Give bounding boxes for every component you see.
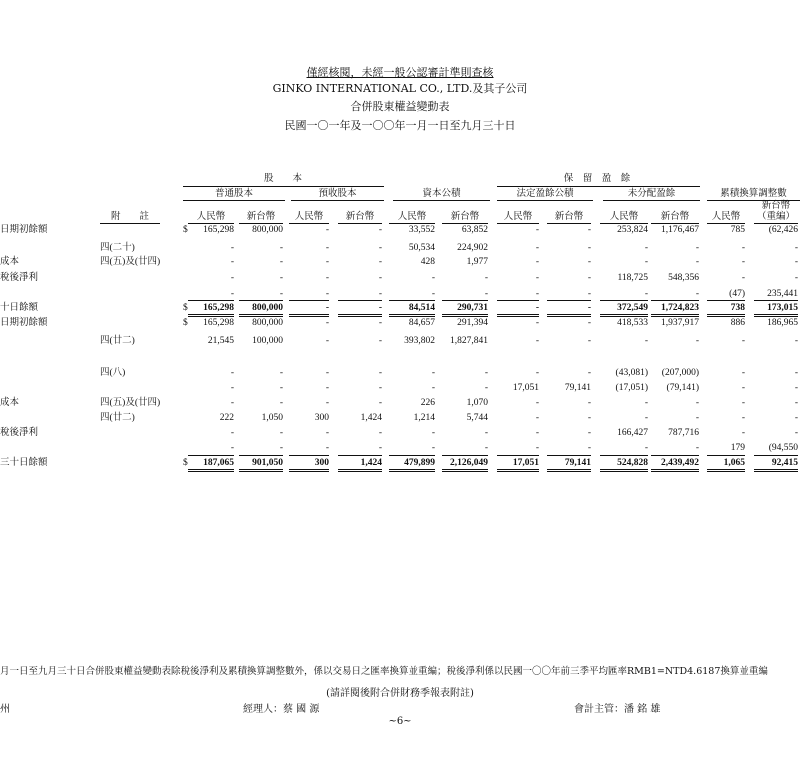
value-cell: 738	[730, 303, 745, 313]
value-cell: -	[644, 413, 648, 423]
total-double-rule	[239, 469, 283, 472]
value-cell: 548,356	[668, 273, 699, 283]
subgroup-rule	[183, 200, 285, 201]
value-cell: -	[484, 289, 488, 299]
value-cell: -	[279, 383, 283, 393]
row-note: 四(二十)	[100, 243, 135, 253]
value-cell: -	[484, 273, 488, 283]
value-cell: 165,298	[203, 225, 234, 235]
value-cell: -	[587, 336, 591, 346]
value-cell: -	[378, 243, 382, 253]
value-cell: -	[794, 243, 798, 253]
value-cell: -	[279, 398, 283, 408]
value-cell: 79,141	[564, 458, 591, 468]
statement-title: 合併股東權益變動表	[350, 100, 450, 113]
value-cell: -	[741, 257, 745, 267]
total-double-rule	[651, 469, 699, 472]
row-label: 成本	[0, 398, 20, 408]
total-double-rule	[289, 469, 329, 472]
value-cell: -	[695, 443, 699, 453]
dollar-sign: $	[183, 225, 188, 235]
value-cell: -	[279, 428, 283, 438]
value-cell: 5,744	[466, 413, 488, 423]
value-cell: -	[644, 398, 648, 408]
value-cell: (47)	[729, 289, 745, 299]
value-cell: -	[794, 368, 798, 378]
value-cell: -	[741, 428, 745, 438]
subtotal-rule	[389, 300, 435, 301]
value-cell: 800,000	[252, 303, 283, 313]
value-cell: -	[378, 398, 382, 408]
value-cell: -	[230, 289, 234, 299]
subtotal-rule	[497, 455, 539, 456]
subtotal-rule	[547, 300, 591, 301]
subtotal-rule	[289, 300, 329, 301]
value-cell: 524,828	[617, 458, 648, 468]
value-cell: -	[484, 443, 488, 453]
value-cell: -	[587, 398, 591, 408]
subgroup-rule	[497, 200, 593, 201]
value-cell: -	[741, 398, 745, 408]
value-cell: 79,141	[564, 383, 591, 393]
value-cell: -	[535, 303, 539, 313]
value-cell: 1,214	[413, 413, 435, 423]
value-cell: -	[230, 398, 234, 408]
value-cell: 84,657	[408, 318, 435, 328]
value-cell: -	[378, 428, 382, 438]
value-cell: -	[378, 383, 382, 393]
total-double-rule	[338, 469, 382, 472]
value-cell: 2,439,492	[661, 458, 699, 468]
total-double-rule	[389, 469, 435, 472]
value-cell: -	[794, 336, 798, 346]
value-cell: 165,298	[203, 318, 234, 328]
group-share-capital: 股 本	[263, 174, 302, 184]
value-cell: -	[695, 289, 699, 299]
value-cell: -	[695, 336, 699, 346]
value-cell: -	[431, 383, 435, 393]
value-cell: -	[695, 257, 699, 267]
value-cell: 1,977	[466, 257, 488, 267]
value-cell: 886	[730, 318, 745, 328]
value-cell: 253,824	[617, 225, 648, 235]
capital-surplus-header: 資本公積	[422, 189, 461, 199]
currency-header-ntd: 新台幣	[345, 212, 375, 222]
subtotal-rule	[442, 300, 488, 301]
dollar-sign: $	[183, 318, 188, 328]
value-cell: 1,724,823	[661, 303, 699, 313]
value-cell: 33,552	[408, 225, 435, 235]
value-cell: 1,937,917	[661, 318, 699, 328]
value-cell: 166,427	[617, 428, 648, 438]
value-cell: -	[325, 303, 329, 313]
value-cell: -	[587, 443, 591, 453]
dollar-sign: $	[183, 458, 188, 468]
value-cell: -	[279, 368, 283, 378]
value-cell: -	[535, 289, 539, 299]
value-cell: -	[535, 368, 539, 378]
value-cell: -	[587, 225, 591, 235]
subtotal-rule	[389, 455, 435, 456]
subtotal-rule	[338, 455, 382, 456]
value-cell: 17,051	[512, 458, 539, 468]
subtotal-rule	[188, 300, 234, 301]
currency-header-ntd: 新台幣	[554, 212, 584, 222]
value-cell: -	[587, 368, 591, 378]
currency-header-rmb: 人民幣	[711, 212, 741, 222]
value-cell: 1,424	[360, 413, 382, 423]
value-cell: -	[325, 225, 329, 235]
value-cell: 291,394	[457, 318, 488, 328]
subtotal-rule	[239, 300, 283, 301]
value-cell: -	[644, 289, 648, 299]
value-cell: -	[794, 413, 798, 423]
value-cell: -	[378, 289, 382, 299]
note-header: 附 註	[110, 212, 149, 222]
value-cell: 173,015	[767, 303, 798, 313]
subtotal-rule	[600, 300, 648, 301]
total-double-rule	[707, 469, 745, 472]
value-cell: (17,051)	[615, 383, 648, 393]
row-note: 四(五)及(廿四)	[100, 257, 161, 267]
value-cell: (43,081)	[615, 368, 648, 378]
value-cell: -	[535, 443, 539, 453]
value-cell: -	[325, 428, 329, 438]
value-cell: 92,415	[771, 458, 798, 468]
value-cell: -	[325, 336, 329, 346]
subgroup-rule	[291, 200, 384, 201]
currency-header-restated: （重編）	[756, 212, 795, 222]
value-cell: 393,802	[404, 336, 435, 346]
value-cell: -	[431, 428, 435, 438]
value-cell: 84,514	[408, 303, 435, 313]
value-cell: -	[741, 273, 745, 283]
value-cell: -	[587, 243, 591, 253]
subtotal-rule	[651, 455, 699, 456]
value-cell: -	[535, 225, 539, 235]
subtotal-rule	[239, 455, 283, 456]
value-cell: -	[325, 443, 329, 453]
review-notice: 僅經核閱，未經一般公認審計準則查核	[306, 66, 494, 79]
dollar-sign: $	[183, 303, 188, 313]
value-cell: -	[378, 225, 382, 235]
currency-header-rmb: 人民幣	[294, 212, 324, 222]
value-cell: -	[695, 243, 699, 253]
total-double-rule	[442, 469, 488, 472]
value-cell: -	[535, 413, 539, 423]
value-cell: -	[794, 257, 798, 267]
group-retained-earnings: 保 留 盈 餘	[563, 174, 631, 184]
value-cell: -	[535, 318, 539, 328]
subtotal-rule	[754, 300, 798, 301]
value-cell: 1,176,467	[661, 225, 699, 235]
value-cell: -	[484, 428, 488, 438]
value-cell: -	[794, 273, 798, 283]
value-cell: -	[535, 273, 539, 283]
currency-header-rmb: 人民幣	[397, 212, 427, 222]
currency-header-rmb: 人民幣	[609, 212, 639, 222]
value-cell: -	[378, 368, 382, 378]
value-cell: -	[587, 413, 591, 423]
value-cell: -	[741, 336, 745, 346]
value-cell: 224,902	[457, 243, 488, 253]
row-note: 四(八)	[100, 368, 126, 378]
value-cell: -	[378, 303, 382, 313]
subtotal-rule	[289, 455, 329, 456]
subtotal-rule	[442, 455, 488, 456]
subtotal-rule	[651, 300, 699, 301]
value-cell: 222	[219, 413, 234, 423]
value-cell: -	[279, 289, 283, 299]
value-cell: -	[644, 336, 648, 346]
total-double-rule	[188, 469, 234, 472]
subtotal-rule	[600, 455, 648, 456]
subgroup-rule	[393, 200, 490, 201]
value-cell: 785	[730, 225, 745, 235]
value-cell: -	[325, 273, 329, 283]
value-cell: -	[325, 368, 329, 378]
value-cell: 1,424	[360, 458, 382, 468]
value-cell: 300	[314, 458, 329, 468]
value-cell: -	[484, 383, 488, 393]
signature-accountant: 會計主管：潘 銘 雄	[574, 704, 661, 715]
value-cell: -	[230, 383, 234, 393]
value-cell: -	[587, 303, 591, 313]
value-cell: 1,050	[261, 413, 283, 423]
note-rule	[100, 223, 160, 224]
value-cell: -	[535, 336, 539, 346]
value-cell: -	[230, 273, 234, 283]
subtotal-rule	[338, 300, 382, 301]
value-cell: -	[279, 243, 283, 253]
value-cell: 100,000	[252, 336, 283, 346]
value-cell: -	[794, 398, 798, 408]
value-cell: -	[587, 428, 591, 438]
row-label: 成本	[0, 257, 20, 267]
value-cell: 179	[730, 443, 745, 453]
currency-header-top: 新台幣	[761, 201, 791, 211]
signature-manager: 經理人：蔡 國 源	[243, 704, 320, 715]
signature-left: 州	[0, 704, 10, 715]
value-cell: 372,549	[617, 303, 648, 313]
subtotal-rule	[707, 455, 745, 456]
row-note: 四(廿二)	[100, 336, 135, 346]
value-cell: 226	[420, 398, 435, 408]
row-label: 三十日餘額	[0, 458, 48, 468]
value-cell: 50,534	[408, 243, 435, 253]
value-cell: -	[741, 368, 745, 378]
value-cell: 800,000	[252, 225, 283, 235]
row-note: 四(廿二)	[100, 413, 135, 423]
value-cell: -	[325, 398, 329, 408]
subtotal-rule	[547, 455, 591, 456]
value-cell: -	[644, 243, 648, 253]
total-double-rule	[547, 469, 591, 472]
group-rule	[497, 186, 700, 187]
see-notes: (請詳閱後附合併財務季報表附註)	[326, 688, 474, 699]
subtotal-rule	[707, 300, 745, 301]
row-label: 十日餘額	[0, 303, 39, 313]
value-cell: -	[325, 257, 329, 267]
value-cell: -	[378, 443, 382, 453]
value-cell: -	[535, 398, 539, 408]
advance-stock-header: 預收股本	[318, 189, 357, 199]
value-cell: -	[325, 289, 329, 299]
value-cell: 800,000	[252, 318, 283, 328]
subtotal-rule	[754, 455, 798, 456]
value-cell: -	[431, 289, 435, 299]
value-cell: 300	[314, 413, 329, 423]
value-cell: 17,051	[512, 383, 539, 393]
value-cell: -	[535, 257, 539, 267]
currency-header-ntd: 新台幣	[450, 212, 480, 222]
subtotal-rule	[497, 300, 539, 301]
value-cell: -	[279, 257, 283, 267]
value-cell: -	[587, 289, 591, 299]
subtotal-rule	[188, 455, 234, 456]
currency-header-rmb: 人民幣	[503, 212, 533, 222]
value-cell: -	[741, 243, 745, 253]
value-cell: 428	[420, 257, 435, 267]
value-cell: -	[325, 243, 329, 253]
value-cell: (94,550	[768, 443, 798, 453]
group-rule	[183, 186, 384, 187]
translation-header: 累積換算調整數	[720, 189, 787, 199]
value-cell: -	[484, 368, 488, 378]
value-cell: -	[535, 243, 539, 253]
value-cell: -	[230, 443, 234, 453]
statement-period: 民國一〇一年及一〇〇年一月一日至九月三十日	[284, 119, 516, 132]
value-cell: -	[695, 413, 699, 423]
value-cell: 787,716	[668, 428, 699, 438]
value-cell: -	[587, 257, 591, 267]
row-label: 日期初餘額	[0, 318, 48, 328]
total-double-rule	[600, 469, 648, 472]
total-double-rule	[754, 469, 798, 472]
value-cell: -	[741, 413, 745, 423]
footnote: 月一日至九月三十日合併股東權益變動表除稅後淨利及累積換算調整數外，係以交易日之匯率換算並重編；稅後淨利係以民國一〇〇年前三季平均匯率RMB1=NTD4.6187換算並重編	[0, 666, 768, 677]
value-cell: 118,725	[617, 273, 648, 283]
value-cell: -	[378, 318, 382, 328]
value-cell: -	[431, 273, 435, 283]
value-cell: -	[230, 428, 234, 438]
value-cell: -	[378, 336, 382, 346]
value-cell: -	[695, 398, 699, 408]
subgroup-rule	[603, 200, 700, 201]
currency-header-rmb: 人民幣	[196, 212, 226, 222]
value-cell: 186,965	[767, 318, 798, 328]
value-cell: 21,545	[207, 336, 234, 346]
currency-header-ntd: 新台幣	[660, 212, 690, 222]
value-cell: -	[741, 383, 745, 393]
value-cell: -	[644, 443, 648, 453]
value-cell: 901,050	[252, 458, 283, 468]
value-cell: 63,852	[461, 225, 488, 235]
unappropriated-header: 未分配盈餘	[627, 189, 676, 199]
value-cell: -	[535, 428, 539, 438]
value-cell: -	[230, 257, 234, 267]
value-cell: (62,426	[768, 225, 798, 235]
total-double-rule	[497, 469, 539, 472]
row-label: 稅後淨利	[0, 273, 39, 283]
value-cell: 187,065	[203, 458, 234, 468]
value-cell: -	[644, 257, 648, 267]
value-cell: 1,065	[723, 458, 745, 468]
value-cell: 2,126,049	[450, 458, 488, 468]
common-stock-header: 普通股本	[214, 189, 253, 199]
value-cell: -	[325, 318, 329, 328]
value-cell: (79,141)	[666, 383, 699, 393]
value-cell: -	[794, 428, 798, 438]
value-cell: 1,827,841	[450, 336, 488, 346]
value-cell: -	[431, 443, 435, 453]
value-cell: -	[325, 383, 329, 393]
value-cell: -	[378, 273, 382, 283]
value-cell: -	[279, 443, 283, 453]
value-cell: 165,298	[203, 303, 234, 313]
value-cell: -	[587, 273, 591, 283]
value-cell: 418,533	[617, 318, 648, 328]
value-cell: 1,070	[466, 398, 488, 408]
row-label: 稅後淨利	[0, 428, 39, 438]
company-name: GINKO INTERNATIONAL CO., LTD.及其子公司	[272, 82, 528, 95]
value-cell: 235,441	[767, 289, 798, 299]
value-cell: -	[431, 368, 435, 378]
value-cell: -	[587, 318, 591, 328]
value-cell: -	[279, 273, 283, 283]
value-cell: 290,731	[457, 303, 488, 313]
value-cell: -	[794, 383, 798, 393]
value-cell: -	[230, 368, 234, 378]
page-number: ~6~	[388, 716, 412, 727]
value-cell: -	[378, 257, 382, 267]
value-cell: 479,899	[404, 458, 435, 468]
row-label: 日期初餘額	[0, 225, 48, 235]
row-note: 四(五)及(廿四)	[100, 398, 161, 408]
value-cell: (207,000)	[661, 368, 699, 378]
value-cell: -	[230, 243, 234, 253]
legal-reserve-header: 法定盈餘公積	[516, 189, 574, 199]
currency-header-ntd: 新台幣	[246, 212, 276, 222]
